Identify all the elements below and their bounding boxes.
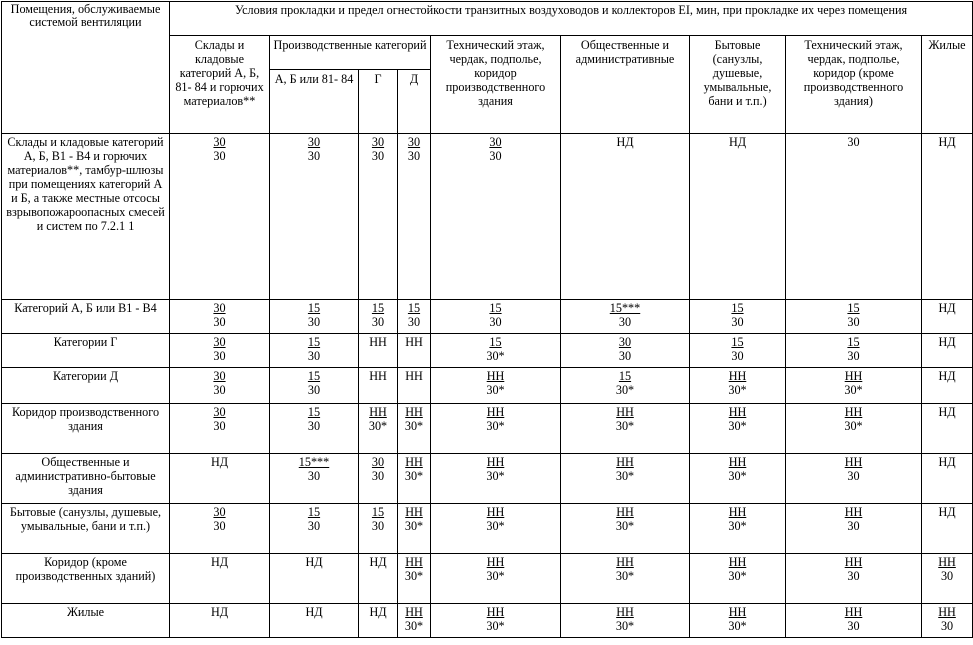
cell-numerator: 30 [618, 335, 632, 349]
cell-denominator: 30 [213, 419, 226, 433]
table-cell [170, 134, 270, 300]
table-cell [398, 300, 431, 334]
cell-denominator: 30 [407, 149, 421, 163]
cell-value: НД [616, 135, 634, 149]
cell-denominator: 30* [844, 419, 863, 433]
cell-denominator: 30 [213, 383, 226, 397]
cell-denominator: 30* [615, 619, 635, 633]
cell-denominator: 30 [847, 469, 860, 483]
table-cell [561, 454, 690, 504]
table-cell [170, 334, 270, 368]
table-cell [431, 554, 561, 604]
cell-denominator: 30 [731, 349, 744, 363]
cell-numerator: 30 [213, 369, 226, 383]
cell-denominator: 30* [404, 419, 424, 433]
cell-denominator: 30* [728, 383, 747, 397]
cell-numerator: НН [369, 405, 387, 419]
cell-value: НД [938, 301, 956, 315]
cell-denominator: 30* [728, 569, 747, 583]
cell-numerator: 15 [847, 301, 860, 315]
cell-numerator: 30 [213, 135, 226, 149]
header-tech-floor2: Технический этаж, чердак, подполье, коридор (кроме производственного здания) [786, 36, 922, 134]
header-rooms: Помещения, обслуживаемые системой вентиляции [2, 2, 170, 134]
table-cell [398, 334, 431, 368]
cell-value: НД [938, 505, 956, 519]
table-cell [398, 368, 431, 404]
cell-numerator: 30 [213, 405, 226, 419]
table-cell [786, 454, 922, 504]
cell-denominator: 30 [847, 349, 860, 363]
cell-denominator: 30* [486, 383, 505, 397]
table-row [2, 504, 973, 554]
cell-denominator: 30* [486, 569, 505, 583]
cell-denominator: 30 [307, 519, 321, 533]
cell-numerator: НН [486, 369, 505, 383]
cell-denominator: 30* [728, 619, 747, 633]
header-production-abv: А, Б или 81- 84 [270, 70, 359, 134]
cell-denominator: 30 [618, 315, 632, 329]
cell-denominator: 30* [404, 519, 424, 533]
row-label: Склады и кладовые категорий А, Б, В1 - В4 и горючих материалов**, тамбур-шлюзы при помещениях категорий А и Б, а также местные отсосы взрывопожароопасных смесей и систем по 7.2.1 1 [2, 134, 170, 300]
table-cell [359, 554, 398, 604]
cell-numerator: 30 [213, 335, 226, 349]
cell-value: НН [405, 335, 423, 349]
table-cell [690, 368, 786, 404]
cell-value: НД [938, 455, 956, 469]
cell-numerator: 15 [371, 505, 385, 519]
table-cell [431, 134, 561, 300]
cell-value: НД [938, 335, 956, 349]
table-cell [561, 554, 690, 604]
cell-numerator: НН [844, 405, 863, 419]
table-row [2, 404, 973, 454]
header-production-g: Г [359, 70, 398, 134]
table-cell [270, 334, 359, 368]
table-cell [690, 454, 786, 504]
table-cell [786, 604, 922, 638]
cell-numerator: НН [728, 555, 747, 569]
table-cell [690, 554, 786, 604]
row-label: Категории Д [2, 368, 170, 404]
header-tech-floor: Технический этаж, чердак, подполье, коридор производственного здания [431, 36, 561, 134]
header-warehouses: Склады и кладовые категорий А, Б, 81- 84 и горючих материалов** [170, 36, 270, 134]
table-cell [270, 604, 359, 638]
cell-denominator: 30* [615, 569, 635, 583]
table-cell [170, 554, 270, 604]
cell-denominator: 30 [489, 149, 502, 163]
cell-denominator: 30 [307, 419, 321, 433]
cell-denominator: 30 [307, 349, 321, 363]
cell-denominator: 30* [728, 419, 747, 433]
header-production: Производственные категорий [270, 36, 431, 70]
cell-numerator: 15 [371, 301, 385, 315]
cell-numerator: 30 [213, 301, 226, 315]
row-label: Бытовые (санузлы, душевые, умывальные, бани и т.п.) [2, 504, 170, 554]
table-cell [359, 334, 398, 368]
table-cell [359, 604, 398, 638]
table-row [2, 368, 973, 404]
cell-denominator: 30 [213, 149, 226, 163]
cell-denominator: 30 [371, 469, 385, 483]
table-cell [170, 504, 270, 554]
table-cell [922, 334, 973, 368]
table-cell [561, 404, 690, 454]
cell-denominator: 30* [728, 519, 747, 533]
cell-numerator: НН [728, 405, 747, 419]
table-cell [922, 604, 973, 638]
table-cell [786, 504, 922, 554]
cell-denominator: 30 [371, 149, 385, 163]
cell-numerator: 15 [618, 369, 632, 383]
cell-numerator: 15*** [298, 455, 330, 469]
cell-numerator: НН [405, 455, 423, 469]
table-cell [561, 604, 690, 638]
row-label: Жилые [2, 604, 170, 638]
cell-denominator: 30* [404, 469, 424, 483]
table-cell [786, 134, 922, 300]
cell-numerator: НН [486, 405, 505, 419]
table-cell [922, 134, 973, 300]
cell-numerator: НН [486, 555, 505, 569]
table-cell [786, 300, 922, 334]
cell-numerator: НН [405, 605, 423, 619]
table-cell [561, 504, 690, 554]
table-cell [170, 604, 270, 638]
cell-value: НД [210, 455, 229, 469]
table-row [2, 604, 973, 638]
cell-value: НД [938, 369, 956, 383]
cell-numerator: НН [844, 369, 863, 383]
table-cell [359, 300, 398, 334]
cell-numerator: НН [728, 605, 747, 619]
cell-numerator: НН [728, 369, 747, 383]
cell-denominator: 30* [486, 469, 505, 483]
row-label: Общественные и административно-бытовые здания [2, 454, 170, 504]
cell-value: НН [369, 335, 387, 349]
cell-numerator: 15 [307, 301, 321, 315]
table-cell [922, 300, 973, 334]
cell-numerator: НН [728, 505, 747, 519]
cell-denominator: 30 [731, 315, 744, 329]
cell-numerator: 30 [407, 135, 421, 149]
cell-denominator: 30 [618, 349, 632, 363]
table-cell [270, 300, 359, 334]
cell-denominator: 30* [728, 469, 747, 483]
cell-denominator: 30* [404, 619, 424, 633]
cell-denominator: 30 [307, 469, 321, 483]
header-conditions: Условия прокладки и предел огнестойкости транзитных воздуховодов и коллекторов EI, мин, при прокладке их через помещения [170, 2, 973, 36]
cell-numerator: НН [616, 505, 634, 519]
cell-numerator: 15 [307, 405, 321, 419]
cell-denominator: 30 [213, 519, 226, 533]
table-cell [398, 504, 431, 554]
cell-denominator: 30 [307, 383, 321, 397]
table-cell [270, 368, 359, 404]
table-cell [431, 404, 561, 454]
table-row [2, 454, 973, 504]
table-cell [922, 368, 973, 404]
table-cell [359, 404, 398, 454]
table-cell [270, 454, 359, 504]
header-public: Общественные и административные [561, 36, 690, 134]
cell-denominator: 30* [615, 469, 635, 483]
cell-numerator: НН [486, 605, 505, 619]
cell-denominator: 30* [368, 419, 388, 433]
table-cell [561, 368, 690, 404]
cell-denominator: 30 [307, 149, 321, 163]
table-cell [170, 404, 270, 454]
table-cell [922, 554, 973, 604]
cell-numerator: НН [938, 605, 956, 619]
cell-denominator: 30 [847, 519, 860, 533]
table-cell [359, 504, 398, 554]
table-cell [359, 134, 398, 300]
cell-denominator: 30* [486, 619, 505, 633]
table-cell [690, 504, 786, 554]
cell-numerator: 15 [489, 335, 502, 349]
cell-value: НД [305, 605, 323, 619]
table-cell [431, 454, 561, 504]
table-cell [398, 554, 431, 604]
table-cell [431, 368, 561, 404]
table-cell [359, 368, 398, 404]
table-cell [431, 334, 561, 368]
cell-value: НН [405, 369, 423, 383]
row-label: Категорий А, Б или В1 - В4 [2, 300, 170, 334]
row-label: Коридор производственного здания [2, 404, 170, 454]
cell-numerator: 30 [371, 455, 385, 469]
cell-denominator: 30 [407, 315, 421, 329]
row-label: Категории Г [2, 334, 170, 368]
table-cell [690, 300, 786, 334]
cell-denominator: 30* [844, 383, 863, 397]
cell-numerator: НН [405, 505, 423, 519]
table-cell [431, 504, 561, 554]
table-cell [431, 300, 561, 334]
cell-numerator: 15*** [609, 301, 641, 315]
table-cell [786, 368, 922, 404]
cell-value: НД [305, 555, 323, 569]
table-cell [786, 554, 922, 604]
cell-value: НД [728, 135, 747, 149]
table-cell [786, 334, 922, 368]
cell-numerator: 15 [307, 505, 321, 519]
cell-numerator: 30 [371, 135, 385, 149]
table-cell [786, 404, 922, 454]
cell-denominator: 30 [940, 619, 954, 633]
table-cell [922, 454, 973, 504]
table-cell [690, 604, 786, 638]
table-cell [690, 404, 786, 454]
cell-denominator: 30* [486, 349, 505, 363]
cell-numerator: 15 [307, 335, 321, 349]
table-cell [170, 368, 270, 404]
cell-numerator: НН [728, 455, 747, 469]
cell-denominator: 30 [307, 315, 321, 329]
header-domestic: Бытовые (санузлы, душевые, умывальные, бани и т.п.) [690, 36, 786, 134]
table-row [2, 300, 973, 334]
cell-numerator: НН [616, 405, 634, 419]
table-cell [690, 334, 786, 368]
table-cell [561, 300, 690, 334]
cell-numerator: НН [405, 405, 423, 419]
cell-value: НД [210, 555, 229, 569]
table-cell [398, 134, 431, 300]
table-cell [270, 134, 359, 300]
cell-denominator: 30 [489, 315, 502, 329]
cell-denominator: 30 [847, 315, 860, 329]
table-cell [170, 454, 270, 504]
cell-numerator: 15 [407, 301, 421, 315]
cell-denominator: 30 [940, 569, 954, 583]
table-cell [561, 334, 690, 368]
cell-numerator: 30 [307, 135, 321, 149]
cell-numerator: НН [405, 555, 423, 569]
cell-numerator: НН [486, 455, 505, 469]
cell-numerator: НН [844, 455, 863, 469]
cell-denominator: 30* [615, 383, 635, 397]
table-row [2, 334, 973, 368]
table-cell [270, 554, 359, 604]
table-cell [398, 404, 431, 454]
cell-numerator: 15 [731, 335, 744, 349]
cell-value: НД [369, 605, 387, 619]
cell-numerator: НН [616, 605, 634, 619]
cell-numerator: НН [616, 455, 634, 469]
table-cell [170, 300, 270, 334]
cell-value: НД [938, 405, 956, 419]
table-cell [922, 404, 973, 454]
cell-numerator: НН [844, 555, 863, 569]
cell-value: НД [210, 605, 229, 619]
cell-numerator: 30 [489, 135, 502, 149]
cell-numerator: 15 [847, 335, 860, 349]
cell-value: НН [369, 369, 387, 383]
cell-numerator: НН [938, 555, 956, 569]
table-cell [690, 134, 786, 300]
table-cell [922, 504, 973, 554]
cell-numerator: НН [844, 505, 863, 519]
fire-resistance-table [1, 1, 973, 638]
cell-value: НД [938, 135, 956, 149]
cell-denominator: 30 [847, 569, 860, 583]
cell-value: НД [369, 555, 387, 569]
cell-value: 30 [847, 135, 860, 149]
cell-denominator: 30 [213, 349, 226, 363]
cell-denominator: 30* [615, 419, 635, 433]
cell-numerator: 15 [731, 301, 744, 315]
table-cell [270, 504, 359, 554]
cell-numerator: НН [616, 555, 634, 569]
cell-numerator: 15 [307, 369, 321, 383]
cell-denominator: 30 [371, 519, 385, 533]
header-production-d: Д [398, 70, 431, 134]
table-cell [431, 604, 561, 638]
cell-denominator: 30 [371, 315, 385, 329]
table-cell [270, 404, 359, 454]
table-row [2, 134, 973, 300]
header-residential: Жилые [922, 36, 973, 134]
table-cell [561, 134, 690, 300]
cell-numerator: НН [844, 605, 863, 619]
cell-denominator: 30 [213, 315, 226, 329]
cell-denominator: 30* [404, 569, 424, 583]
cell-denominator: 30* [486, 419, 505, 433]
cell-numerator: НН [486, 505, 505, 519]
cell-denominator: 30* [615, 519, 635, 533]
table-row [2, 554, 973, 604]
table-cell [398, 604, 431, 638]
table-cell [359, 454, 398, 504]
cell-denominator: 30 [847, 619, 860, 633]
cell-numerator: 15 [489, 301, 502, 315]
cell-numerator: 30 [213, 505, 226, 519]
cell-denominator: 30* [486, 519, 505, 533]
table-cell [398, 454, 431, 504]
row-label: Коридор (кроме производственных зданий) [2, 554, 170, 604]
